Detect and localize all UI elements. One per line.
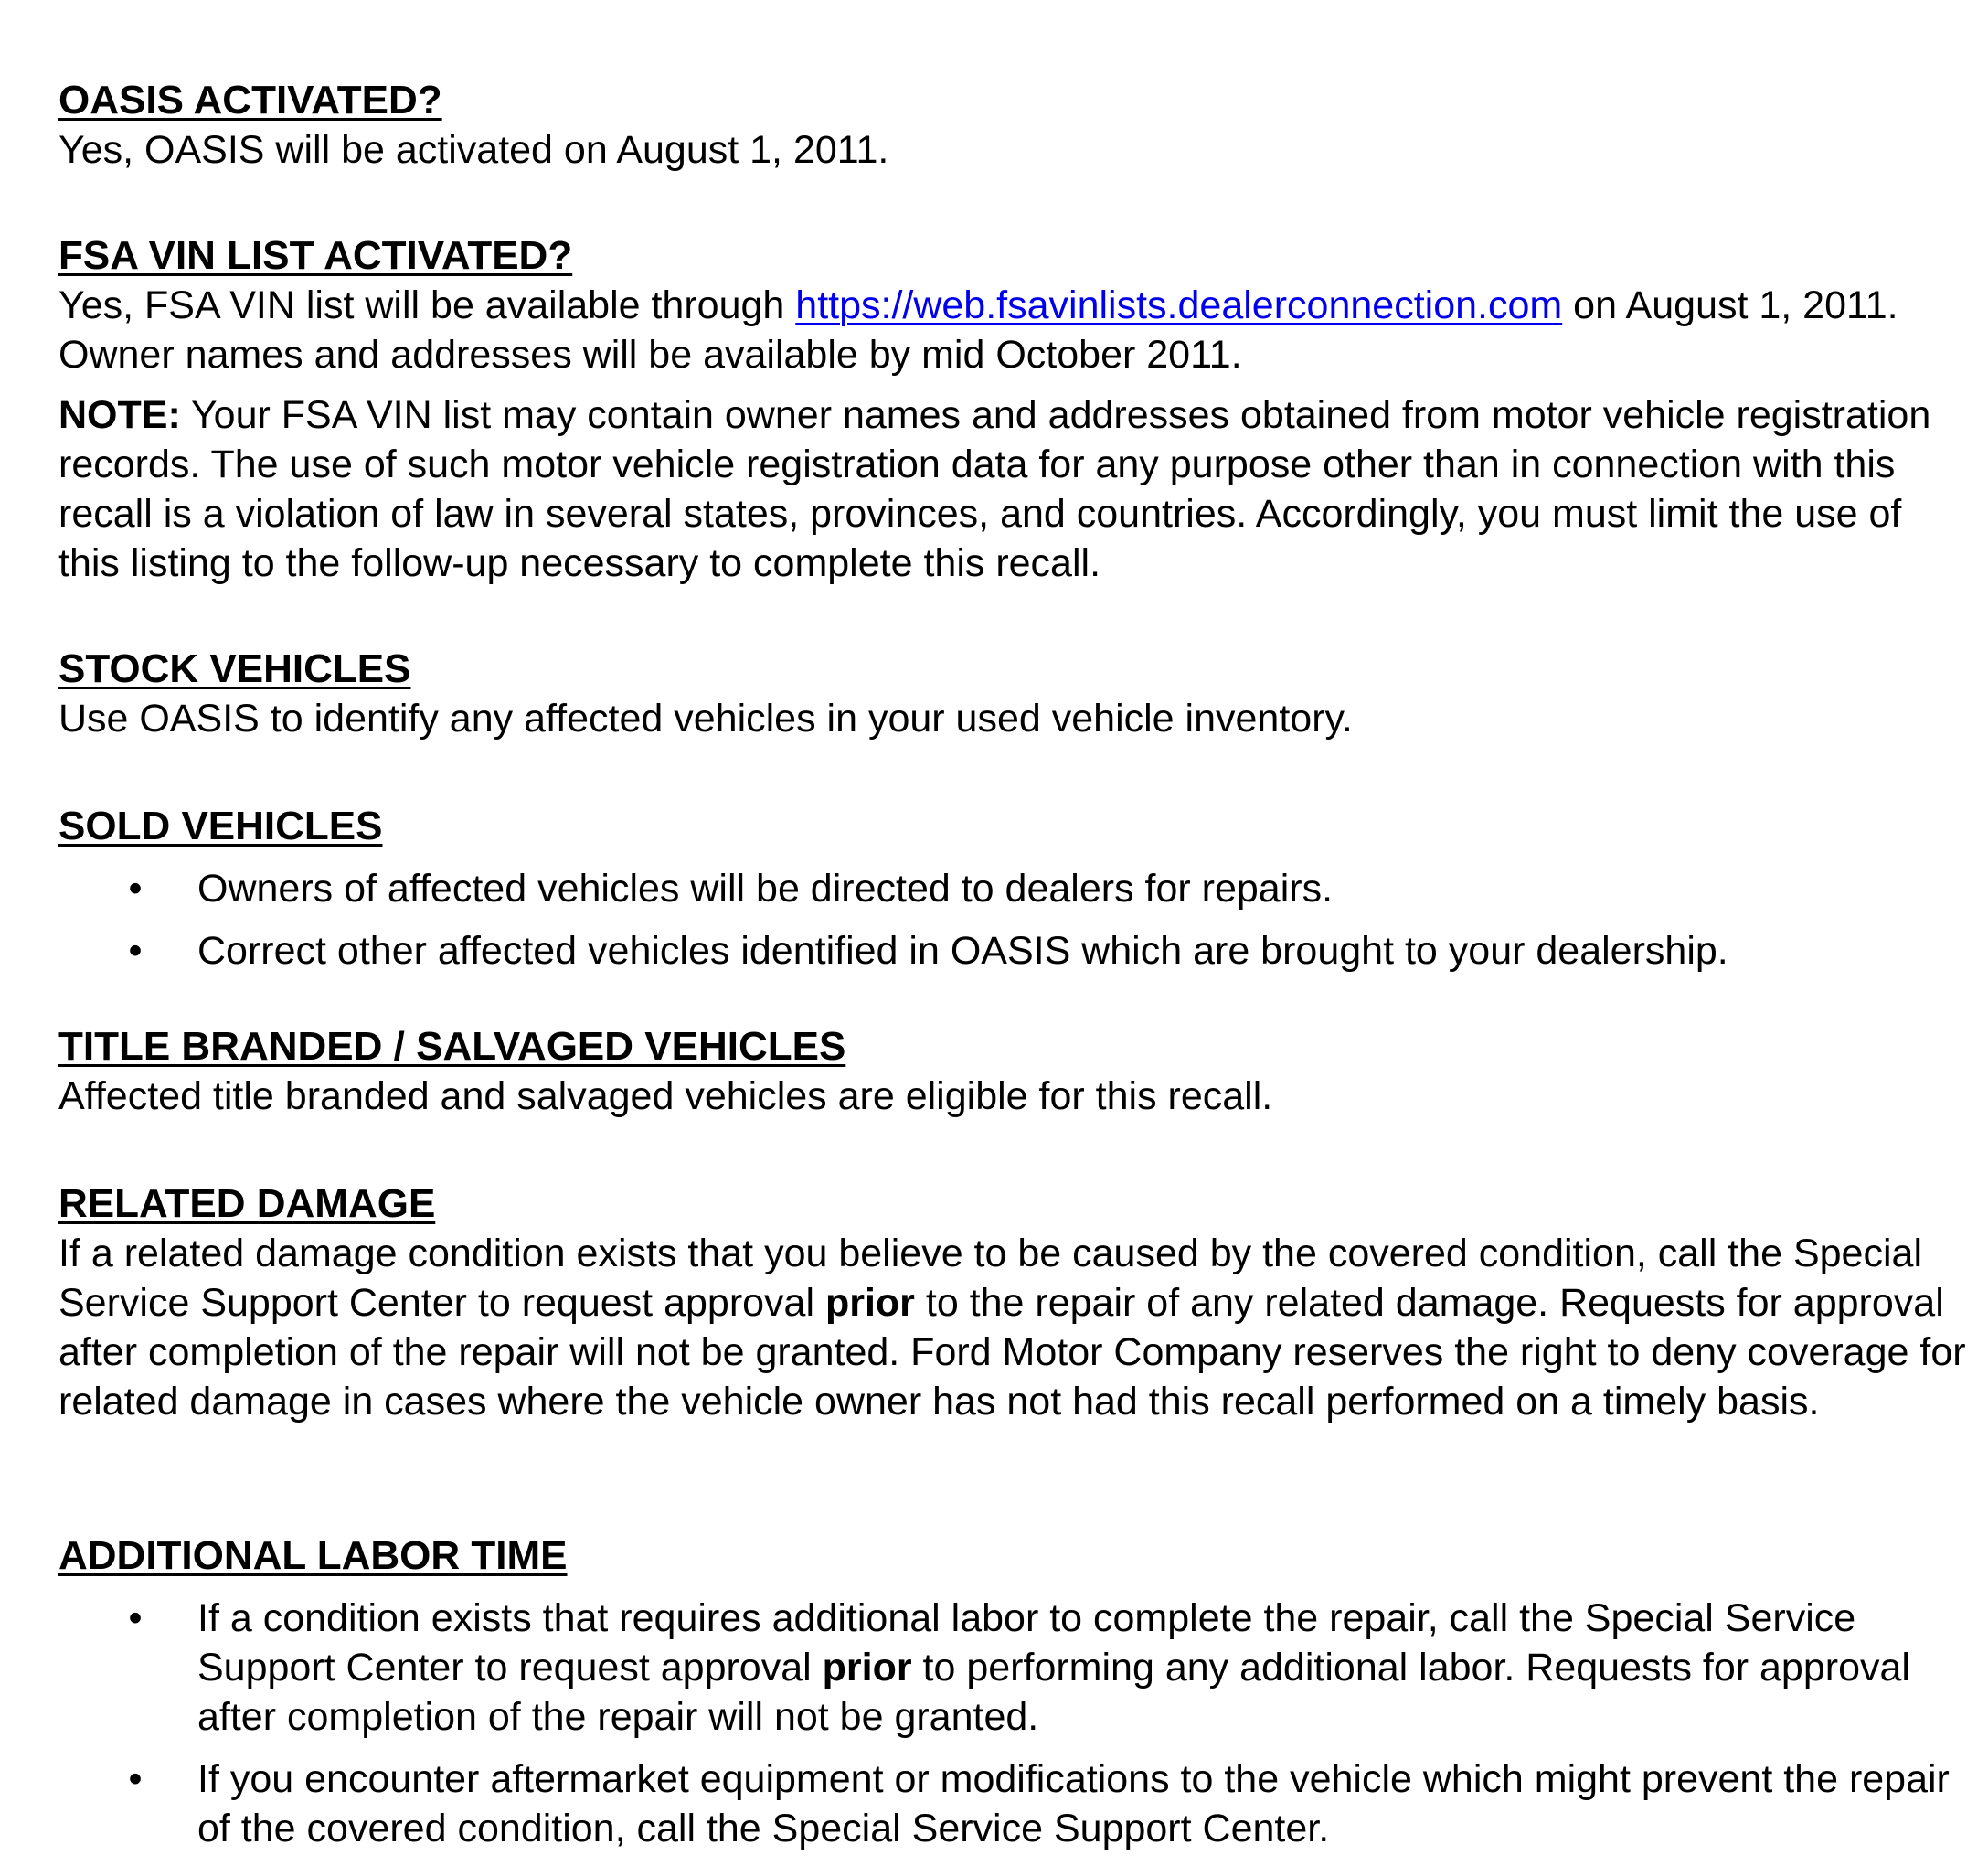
- related-damage-text-end: to the repair of any related damage. Requests for approval after completion of the repair will not be granted. Ford Motor Company reserves the right to deny coverage for related damage in cases where the vehicle owner has not had this recall performed on a timely basis.: [58, 1281, 1966, 1423]
- sold-vehicles-list: [58, 864, 1969, 976]
- bullet-icon: •: [128, 929, 143, 973]
- heading-title-branded: TITLE BRANDED / SALVAGED VEHICLES: [58, 1024, 846, 1069]
- bullet-icon: •: [128, 1596, 143, 1640]
- heading-fsa-vin-list: FSA VIN LIST ACTIVATED?: [58, 233, 573, 278]
- section-related-damage: [58, 1179, 1969, 1426]
- fsa-text-before-link: Yes, FSA VIN list will be available through: [58, 283, 796, 327]
- heading-additional-labor: ADDITIONAL LABOR TIME: [58, 1533, 568, 1578]
- bullet-icon: •: [128, 867, 143, 911]
- title-branded-text: Affected title branded and salvaged vehicles are eligible for this recall.: [58, 1074, 1273, 1118]
- fsa-note-paragraph: [58, 390, 1969, 588]
- note-text: Your FSA VIN list may contain owner names and addresses obtained from motor vehicle registration records. The use of such motor vehicle registration data for any purpose other than in connection with this recall is a violation of law in several states, provinces, and countries. Accordingly, you must limit the use of this listing to the follow-up necessary to complete this recall.: [58, 393, 1931, 585]
- fsa-availability-text: [58, 281, 1969, 379]
- list-item-prior: prior: [822, 1646, 912, 1690]
- heading-related-damage: RELATED DAMAGE: [58, 1181, 436, 1226]
- section-title-branded: [58, 1022, 1969, 1121]
- section-sold-vehicles: [58, 802, 1969, 988]
- list-item: [58, 926, 1969, 976]
- heading-sold-vehicles: SOLD VEHICLES: [58, 804, 383, 848]
- heading-stock-vehicles: STOCK VEHICLES: [58, 646, 411, 691]
- fsa-text-after-link: on August 1, 2011. Owner names and addresses will be available by mid October 2011.: [58, 283, 1898, 377]
- list-item: [58, 1754, 1969, 1853]
- fsa-vin-list-link[interactable]: https://web.fsavinlists.dealerconnection.com: [795, 283, 1563, 327]
- list-item: [58, 1594, 1969, 1742]
- list-item-text: If you encounter aftermarket equipment or modifications to the vehicle which might prevent the repair of the covered condition, call the Special Service Support Center.: [197, 1757, 1950, 1850]
- list-item-text: Owners of affected vehicles will be directed to dealers for repairs.: [197, 867, 1334, 911]
- oasis-activation-text: Yes, OASIS will be activated on August 1, 2011.: [58, 128, 889, 172]
- list-item-text-end: to performing any additional labor. Requests for approval after completion of the repair will not be granted.: [197, 1646, 1910, 1739]
- section-stock-vehicles: [58, 645, 1969, 743]
- section-oasis-activated: [58, 76, 1969, 175]
- stock-vehicles-text: Use OASIS to identify any affected vehicles in your used vehicle inventory.: [58, 697, 1353, 741]
- related-damage-text: [58, 1229, 1969, 1426]
- list-item: [58, 864, 1969, 913]
- note-label: NOTE:: [58, 393, 181, 437]
- related-damage-text-start: If a related damage condition exists that you believe to be caused by the covered condition, call the Special Service Support Center to request approval: [58, 1232, 1922, 1325]
- bullet-icon: •: [128, 1757, 143, 1801]
- heading-oasis-activated: OASIS ACTIVATED?: [58, 78, 442, 123]
- section-fsa-vin-list: [58, 231, 1969, 588]
- section-additional-labor: [58, 1531, 1969, 1866]
- list-item-text: Correct other affected vehicles identified in OASIS which are brought to your dealership.: [197, 929, 1728, 973]
- additional-labor-list: [58, 1594, 1969, 1853]
- list-item-text-start: If a condition exists that requires additional labor to complete the repair, call the Special Service Support Center to request approval: [197, 1596, 1856, 1690]
- related-damage-prior: prior: [824, 1281, 915, 1325]
